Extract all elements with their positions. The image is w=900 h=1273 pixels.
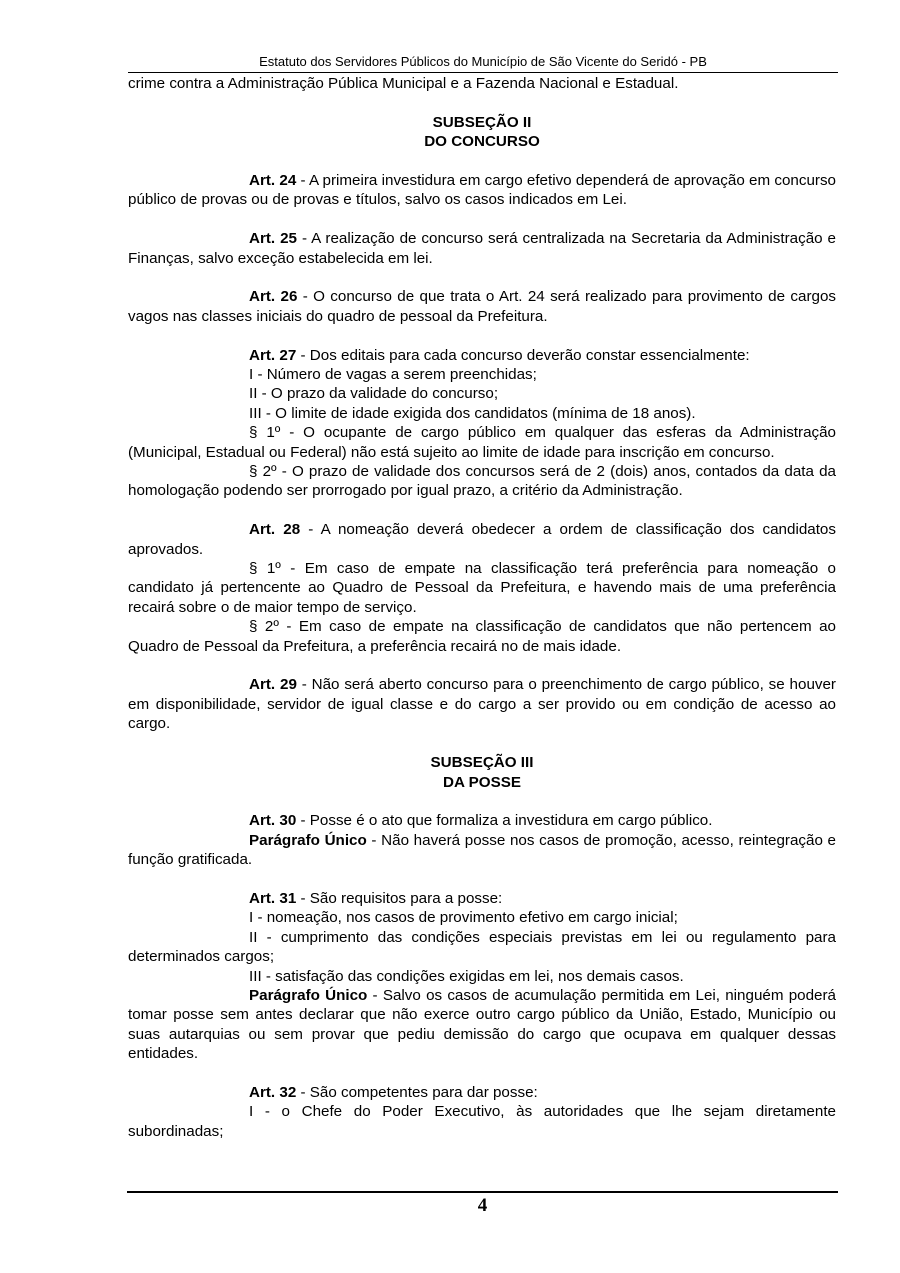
list-item: I - nomeação, nos casos de provimento efetivo em cargo inicial; (249, 909, 678, 927)
article-label: Art. 32 (249, 1083, 297, 1101)
list-item: II - cumprimento das condições especiais previstas em lei ou regulamento para determinados cargos; (128, 928, 836, 966)
paragraph-1: § 1º - Em caso de empate na classificação terá preferência para nomeação o candidato já pertencente ao Quadro de Pessoal da Prefeitura, e havendo mais de uma preferência recairá sobre o de maior tempo de serviço. (128, 560, 836, 616)
list-item: I - o Chefe do Poder Executivo, às autoridades que lhe sejam diretamente subordinadas; (128, 1103, 836, 1140)
page-number: 4 (477, 1195, 488, 1216)
article-text: - A nomeação deverá obedecer a ordem de classificação dos candidatos aprovados. (128, 521, 836, 558)
sole-paragraph (128, 831, 836, 870)
list-item: I - Número de vagas a serem preenchidas; (249, 366, 537, 384)
subsection-3-title: SUBSEÇÃO III (430, 754, 534, 772)
intro-text: crime contra a Administração Pública Municipal e a Fazenda Nacional e Estadual. (128, 75, 679, 92)
footer-rule (127, 1191, 838, 1193)
subsection-3-subtitle: DA POSSE (443, 773, 521, 791)
article-24 (128, 171, 836, 210)
paragraph-label: Parágrafo Único (249, 986, 368, 1004)
article-31 (128, 889, 836, 908)
article-text: - São competentes para dar posse: (296, 1083, 538, 1101)
article-29 (128, 675, 836, 733)
paragraph-label: Parágrafo Único (249, 831, 367, 849)
article-32 (128, 1083, 836, 1102)
article-28 (128, 520, 836, 559)
article-25 (128, 229, 836, 268)
list-item: III - satisfação das condições exigidas em lei, nos demais casos. (249, 967, 684, 985)
paragraph-text: - Não haverá posse nos casos de promoção, acesso, reintegração e função gratificada. (128, 831, 837, 869)
article-text: - A primeira investidura em cargo efetivo dependerá de aprovação em concurso público de provas ou de provas e títulos, salvo os casos indicados em Lei. (128, 172, 836, 209)
paragraph-2: § 2º - Em caso de empate na classificação de candidatos que não pertencem ao Quadro de Pessoal da Prefeitura, a preferência recairá no de mais idade. (128, 618, 836, 655)
article-label: Art. 26 (249, 288, 298, 306)
article-text: - O concurso de que trata o Art. 24 será realizado para provimento de cargos vagos nas classes iniciais do quadro de pessoal da Prefeitura. (128, 288, 836, 325)
article-label: Art. 31 (249, 889, 297, 907)
list-item: III - O limite de idade exigida dos candidatos (mínima de 18 anos). (249, 404, 696, 422)
article-text: - Não será aberto concurso para o preenchimento de cargo público, se houver em disponibilidade, servidor de igual classe e do cargo a ser provido ou em condição de acesso ao cargo. (128, 676, 836, 733)
paragraph-2: § 2º - O prazo de validade dos concursos será de 2 (dois) anos, contados da data da homologação podendo ser prorrogado por igual prazo, a critério da Administração. (128, 463, 836, 500)
article-label: Art. 27 (249, 346, 297, 364)
article-text: - Posse é o ato que formaliza a investidura em cargo público. (296, 812, 713, 830)
subsection-2-subtitle: DO CONCURSO (424, 133, 540, 151)
article-label: Art. 25 (249, 230, 298, 248)
article-label: Art. 24 (249, 172, 297, 189)
article-label: Art. 30 (249, 812, 297, 830)
sole-paragraph (128, 986, 836, 1064)
article-label: Art. 28 (249, 521, 301, 539)
article-text: - São requisitos para a posse: (296, 889, 503, 907)
article-27 (128, 346, 836, 365)
paragraph-text: - Salvo os casos de acumulação permitida em Lei, ninguém poderá tomar posse sem antes declarar que não exerce outro cargo público da União, Estado, Município ou suas autarquias ou sem provar que pediu demissão do cargo que ocupava em qualquer dessas entidades. (128, 986, 837, 1063)
header-rule (128, 72, 838, 73)
document-body (128, 74, 836, 1141)
article-text: - A realização de concurso será centralizada na Secretaria da Administração e Finanças, salvo exceção estabelecida em lei. (128, 230, 836, 267)
article-26 (128, 287, 836, 326)
paragraph-1: § 1º - O ocupante de cargo público em qualquer das esferas da Administração (Municipal, Estadual ou Federal) não está sujeito ao limite de idade para inscrição em concurso. (128, 424, 836, 461)
article-text: - Dos editais para cada concurso deverão constar essencialmente: (296, 346, 750, 364)
page-header: Estatuto dos Servidores Públicos do Município de São Vicente do Seridó - PB (259, 54, 707, 69)
subsection-2-title: SUBSEÇÃO II (432, 113, 532, 131)
list-item: II - O prazo da validade do concurso; (249, 385, 499, 403)
article-label: Art. 29 (249, 676, 297, 694)
article-30 (128, 811, 836, 830)
